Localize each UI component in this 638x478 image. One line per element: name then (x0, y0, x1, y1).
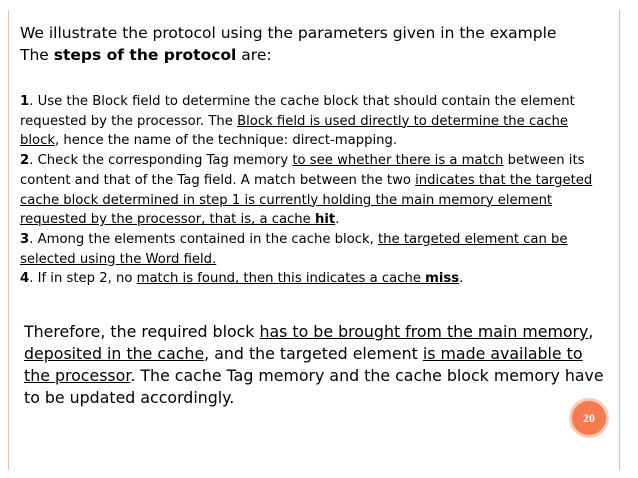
conclusion-paragraph (24, 321, 609, 409)
step-underlined: indicates that the targeted cache block determined in step 1 is currently holding the main memory element requested by the processor, that is, a cache (20, 172, 593, 228)
miss-term: miss (425, 271, 460, 287)
step-text: between its content and that of the Tag field. A match between the two (20, 153, 585, 188)
intro-line-2-post: are: (236, 46, 272, 64)
conclusion-underlined: is made available to the processor (24, 344, 583, 385)
step-number: 1 (20, 94, 30, 109)
step-number: 2 (20, 153, 30, 169)
step-3 (20, 230, 610, 269)
step-underlined: the targeted element can be selected using the Word field. (20, 231, 568, 267)
steps-list (20, 92, 610, 289)
step-underlined: match is found, then this indicates a cache (136, 271, 426, 287)
step-text: . Use the Block field to determine the cache block that should contain the element requested by the processor. The (20, 94, 575, 129)
step-number: 4 (20, 271, 30, 287)
intro-line-2 (20, 44, 610, 66)
step-text: . (335, 212, 340, 228)
page-number-badge: 20 (569, 398, 609, 438)
step-text: , hence the name of the technique: direct-mapping. (55, 133, 398, 149)
conclusion-underlined: has to be brought from the main memory (259, 322, 589, 341)
intro-text (20, 22, 610, 66)
step-1 (20, 92, 610, 151)
step-underlined: to see whether there is a match (292, 153, 504, 169)
step-text: . (459, 271, 464, 287)
step-text: . Check the corresponding Tag memory (29, 153, 293, 169)
intro-bold-steps: steps of the protocol (53, 46, 237, 64)
intro-line-2-pre: The (20, 46, 54, 64)
conclusion-text: . The cache Tag memory and the cache block memory have to be updated accordingly. (24, 366, 604, 407)
step-number: 3 (20, 231, 30, 247)
step-text: . Among the elements contained in the cache block, (29, 231, 378, 247)
step-4 (20, 269, 610, 289)
step-2 (20, 151, 610, 230)
conclusion-underlined: deposited in the cache (24, 344, 205, 363)
hit-term: hit (314, 212, 336, 228)
step-text: . If in step 2, no (29, 271, 137, 287)
conclusion-text: Therefore, the required block (24, 322, 260, 341)
intro-line-1: We illustrate the protocol using the parameters given in the example (20, 24, 557, 42)
step-underlined: Block field is used directly to determine the cache block (20, 113, 569, 149)
conclusion-text: , and the targeted element (204, 344, 423, 363)
conclusion-text: , (588, 322, 594, 341)
